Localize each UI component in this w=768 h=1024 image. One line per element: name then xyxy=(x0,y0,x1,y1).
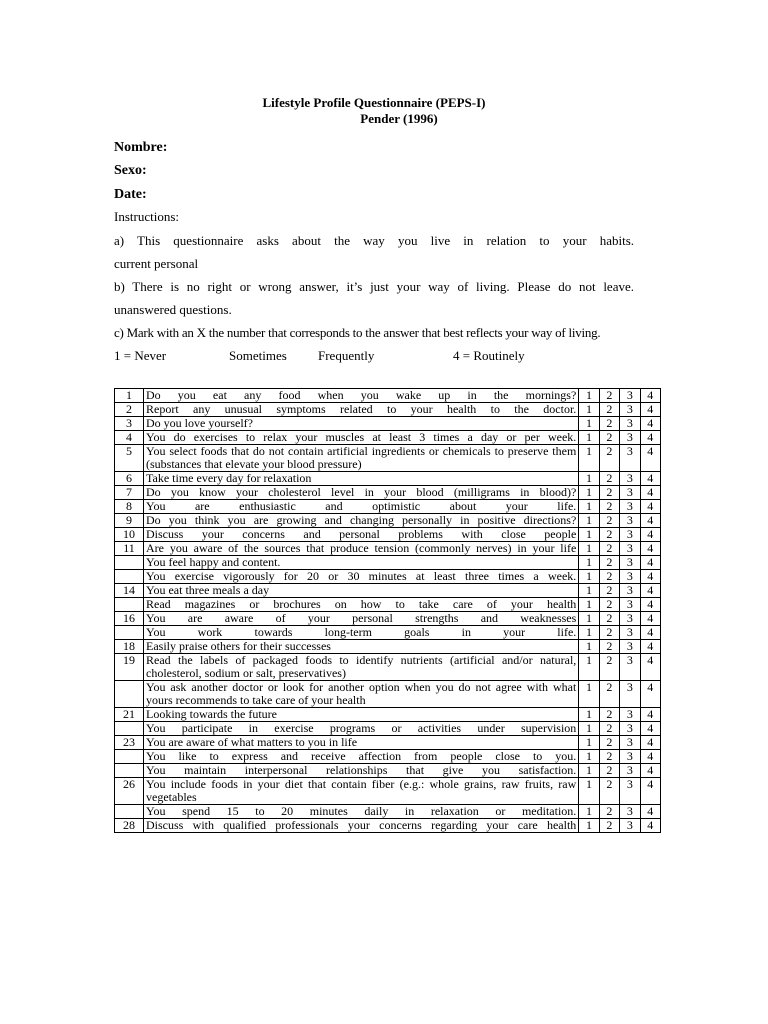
item-text: You do exercises to relax your muscles at least 3 times a day or per week. xyxy=(144,431,579,445)
item-text: Easily praise others for their successes xyxy=(144,640,579,654)
table-row xyxy=(115,640,661,654)
answer-option-4[interactable]: 4 xyxy=(640,528,660,542)
item-text: You feel happy and content. xyxy=(144,556,579,570)
answer-option-2[interactable]: 2 xyxy=(599,681,619,708)
item-number: 23 xyxy=(115,736,144,750)
answer-option-4[interactable]: 4 xyxy=(640,445,660,472)
answer-option-4[interactable]: 4 xyxy=(640,403,660,417)
table-row xyxy=(115,417,661,431)
answer-option-4[interactable]: 4 xyxy=(640,486,660,500)
answer-option-1[interactable]: 1 xyxy=(579,750,599,764)
answer-option-4[interactable]: 4 xyxy=(640,654,660,681)
item-text: Do you think you are growing and changing personally in positive directions? xyxy=(144,514,579,528)
answer-option-4[interactable]: 4 xyxy=(640,389,660,403)
item-number: 7 xyxy=(115,486,144,500)
answer-option-1[interactable]: 1 xyxy=(579,778,599,805)
item-number: 2 xyxy=(115,403,144,417)
item-text: You are aware of what matters to you in life xyxy=(144,736,579,750)
name-field-label: Nombre: xyxy=(114,140,168,155)
answer-option-4[interactable]: 4 xyxy=(640,542,660,556)
table-row xyxy=(115,556,661,570)
item-text: You exercise vigorously for 20 or 30 minutes at least three times a week. xyxy=(144,570,579,584)
answer-option-3[interactable]: 3 xyxy=(620,764,640,778)
answer-option-3[interactable]: 3 xyxy=(620,431,640,445)
item-number xyxy=(115,764,144,778)
answer-option-2[interactable]: 2 xyxy=(599,542,619,556)
table-row xyxy=(115,819,661,833)
item-text: You ask another doctor or look for another option when you do not agree with what yours recommends to take care of your health xyxy=(144,681,579,708)
answer-option-4[interactable]: 4 xyxy=(640,598,660,612)
item-number: 6 xyxy=(115,472,144,486)
answer-option-2[interactable]: 2 xyxy=(599,764,619,778)
table-row xyxy=(115,584,661,598)
table-row xyxy=(115,389,661,403)
answer-option-1[interactable]: 1 xyxy=(579,736,599,750)
item-text: Do you love yourself? xyxy=(144,417,579,431)
answer-option-1[interactable]: 1 xyxy=(579,722,599,736)
item-number: 19 xyxy=(115,654,144,681)
answer-option-4[interactable]: 4 xyxy=(640,722,660,736)
answer-option-2[interactable]: 2 xyxy=(599,514,619,528)
answer-option-2[interactable]: 2 xyxy=(599,640,619,654)
answer-option-1[interactable]: 1 xyxy=(579,626,599,640)
answer-option-3[interactable]: 3 xyxy=(620,681,640,708)
scale-sometimes: Sometimes xyxy=(229,348,287,363)
answer-option-4[interactable]: 4 xyxy=(640,626,660,640)
answer-option-3[interactable]: 3 xyxy=(620,514,640,528)
subtitle-line: Pender (1996) xyxy=(360,111,438,126)
table-row xyxy=(115,431,661,445)
table-row xyxy=(115,472,661,486)
answer-option-4[interactable]: 4 xyxy=(640,570,660,584)
answer-option-2[interactable]: 2 xyxy=(599,750,619,764)
answer-option-1[interactable]: 1 xyxy=(579,417,599,431)
answer-option-2[interactable]: 2 xyxy=(599,612,619,626)
table-row xyxy=(115,805,661,819)
answer-option-4[interactable]: 4 xyxy=(640,805,660,819)
answer-option-4[interactable]: 4 xyxy=(640,472,660,486)
answer-option-3[interactable]: 3 xyxy=(620,528,640,542)
answer-option-2[interactable]: 2 xyxy=(599,570,619,584)
table-row xyxy=(115,514,661,528)
table-row xyxy=(115,708,661,722)
table-row xyxy=(115,612,661,626)
answer-option-4[interactable]: 4 xyxy=(640,819,660,833)
answer-option-1[interactable]: 1 xyxy=(579,805,599,819)
answer-option-4[interactable]: 4 xyxy=(640,584,660,598)
item-text: Read magazines or brochures on how to take care of your health xyxy=(144,598,579,612)
questionnaire-table xyxy=(114,388,661,833)
date-field-label: Date: xyxy=(114,187,147,202)
answer-option-1[interactable]: 1 xyxy=(579,640,599,654)
item-number: 3 xyxy=(115,417,144,431)
answer-option-3[interactable]: 3 xyxy=(620,640,640,654)
item-number xyxy=(115,750,144,764)
answer-option-4[interactable]: 4 xyxy=(640,681,660,708)
table-row xyxy=(115,778,661,805)
answer-option-2[interactable]: 2 xyxy=(599,708,619,722)
table-row xyxy=(115,598,661,612)
item-text: You maintain interpersonal relationships that give you satisfaction. xyxy=(144,764,579,778)
answer-option-2[interactable]: 2 xyxy=(599,654,619,681)
answer-option-2[interactable]: 2 xyxy=(599,805,619,819)
table-row xyxy=(115,528,661,542)
instruction-c-line: c) Mark with an X the number that corresponds to the answer that best reflects your way of living. xyxy=(114,325,601,340)
answer-option-1[interactable]: 1 xyxy=(579,514,599,528)
item-text: Take time every day for relaxation xyxy=(144,472,579,486)
item-number: 16 xyxy=(115,612,144,626)
answer-option-4[interactable]: 4 xyxy=(640,778,660,805)
scale-never: 1 = Never xyxy=(114,348,167,363)
item-number: 10 xyxy=(115,528,144,542)
answer-option-2[interactable]: 2 xyxy=(599,500,619,514)
item-number: 4 xyxy=(115,431,144,445)
answer-option-2[interactable]: 2 xyxy=(599,778,619,805)
answer-option-3[interactable]: 3 xyxy=(620,542,640,556)
instruction-b-line1: b) There is no right or wrong answer, it’s just your way of living. Please do not leave. xyxy=(114,279,634,294)
item-number xyxy=(115,556,144,570)
answer-option-2[interactable]: 2 xyxy=(599,819,619,833)
item-text: You like to express and receive affection from people close to you. xyxy=(144,750,579,764)
answer-option-4[interactable]: 4 xyxy=(640,612,660,626)
answer-option-3[interactable]: 3 xyxy=(620,626,640,640)
item-number: 1 xyxy=(115,389,144,403)
answer-option-3[interactable]: 3 xyxy=(620,486,640,500)
table-row xyxy=(115,570,661,584)
item-number: 21 xyxy=(115,708,144,722)
answer-option-1[interactable]: 1 xyxy=(579,431,599,445)
table-row xyxy=(115,681,661,708)
answer-option-3[interactable]: 3 xyxy=(620,584,640,598)
answer-option-2[interactable]: 2 xyxy=(599,584,619,598)
item-number: 28 xyxy=(115,819,144,833)
table-row xyxy=(115,486,661,500)
item-number xyxy=(115,570,144,584)
answer-option-1[interactable]: 1 xyxy=(579,472,599,486)
answer-option-2[interactable]: 2 xyxy=(599,528,619,542)
item-number xyxy=(115,722,144,736)
item-text: You include foods in your diet that contain fiber (e.g.: whole grains, raw fruits, raw vegetables xyxy=(144,778,579,805)
instructions-heading: Instructions: xyxy=(114,209,179,224)
scale-routinely: 4 = Routinely xyxy=(453,348,525,363)
answer-option-1[interactable]: 1 xyxy=(579,598,599,612)
item-number: 14 xyxy=(115,584,144,598)
item-text: You work towards long-term goals in your life. xyxy=(144,626,579,640)
item-number xyxy=(115,805,144,819)
answer-option-4[interactable]: 4 xyxy=(640,500,660,514)
answer-option-3[interactable]: 3 xyxy=(620,819,640,833)
item-text: Looking towards the future xyxy=(144,708,579,722)
answer-option-2[interactable]: 2 xyxy=(599,445,619,472)
answer-option-3[interactable]: 3 xyxy=(620,403,640,417)
instruction-b-line2: unanswered questions. xyxy=(114,302,232,317)
item-number xyxy=(115,598,144,612)
answer-option-3[interactable]: 3 xyxy=(620,736,640,750)
answer-option-1[interactable]: 1 xyxy=(579,542,599,556)
answer-option-1[interactable]: 1 xyxy=(579,584,599,598)
item-text: You eat three meals a day xyxy=(144,584,579,598)
answer-option-3[interactable]: 3 xyxy=(620,805,640,819)
table-row xyxy=(115,654,661,681)
answer-option-3[interactable]: 3 xyxy=(620,708,640,722)
item-text: Discuss your concerns and personal problems with close people xyxy=(144,528,579,542)
table-row xyxy=(115,445,661,472)
answer-option-1[interactable]: 1 xyxy=(579,528,599,542)
answer-option-3[interactable]: 3 xyxy=(620,417,640,431)
item-text: Are you aware of the sources that produce tension (commonly nerves) in your life xyxy=(144,542,579,556)
item-text: You select foods that do not contain artificial ingredients or chemicals to preserve them (substances that elevate your blood pressure) xyxy=(144,445,579,472)
answer-option-1[interactable]: 1 xyxy=(579,612,599,626)
answer-option-1[interactable]: 1 xyxy=(579,654,599,681)
answer-option-3[interactable]: 3 xyxy=(620,722,640,736)
answer-option-1[interactable]: 1 xyxy=(579,570,599,584)
instruction-a-line2: current personal xyxy=(114,256,199,271)
item-number: 11 xyxy=(115,542,144,556)
item-text: You are aware of your personal strengths and weaknesses xyxy=(144,612,579,626)
answer-option-4[interactable]: 4 xyxy=(640,750,660,764)
answer-option-3[interactable]: 3 xyxy=(620,472,640,486)
answer-option-2[interactable]: 2 xyxy=(599,389,619,403)
answer-option-3[interactable]: 3 xyxy=(620,598,640,612)
answer-option-4[interactable]: 4 xyxy=(640,556,660,570)
item-number xyxy=(115,681,144,708)
scale-frequently: Frequently xyxy=(318,348,375,363)
answer-option-1[interactable]: 1 xyxy=(579,681,599,708)
item-number: 9 xyxy=(115,514,144,528)
item-text: Discuss with qualified professionals your concerns regarding your care health xyxy=(144,819,579,833)
item-text: Report any unusual symptoms related to your health to the doctor. xyxy=(144,403,579,417)
item-number xyxy=(115,626,144,640)
answer-option-1[interactable]: 1 xyxy=(579,403,599,417)
answer-option-3[interactable]: 3 xyxy=(620,500,640,514)
answer-option-3[interactable]: 3 xyxy=(620,389,640,403)
document-title xyxy=(0,95,768,127)
item-text: You spend 15 to 20 minutes daily in relaxation or meditation. xyxy=(144,805,579,819)
answer-option-4[interactable]: 4 xyxy=(640,708,660,722)
answer-option-1[interactable]: 1 xyxy=(579,445,599,472)
answer-option-4[interactable]: 4 xyxy=(640,417,660,431)
item-text: You are enthusiastic and optimistic about your life. xyxy=(144,500,579,514)
table-row xyxy=(115,736,661,750)
answer-option-3[interactable]: 3 xyxy=(620,445,640,472)
answer-option-1[interactable]: 1 xyxy=(579,556,599,570)
answer-option-1[interactable]: 1 xyxy=(579,764,599,778)
answer-option-4[interactable]: 4 xyxy=(640,514,660,528)
answer-option-3[interactable]: 3 xyxy=(620,654,640,681)
answer-option-2[interactable]: 2 xyxy=(599,486,619,500)
table-row xyxy=(115,750,661,764)
item-text: Read the labels of packaged foods to identify nutrients (artificial and/or natural, cholesterol, sodium or salt, preservatives) xyxy=(144,654,579,681)
sex-field-label: Sexo: xyxy=(114,163,147,178)
item-text: You participate in exercise programs or activities under supervision xyxy=(144,722,579,736)
table-row xyxy=(115,542,661,556)
answer-option-1[interactable]: 1 xyxy=(579,486,599,500)
answer-option-2[interactable]: 2 xyxy=(599,736,619,750)
answer-option-1[interactable]: 1 xyxy=(579,708,599,722)
table-row xyxy=(115,403,661,417)
title-line: Lifestyle Profile Questionnaire (PEPS-I) xyxy=(262,95,486,110)
answer-scale xyxy=(114,348,634,364)
table-row xyxy=(115,500,661,514)
answer-option-2[interactable]: 2 xyxy=(599,403,619,417)
answer-option-3[interactable]: 3 xyxy=(620,556,640,570)
item-number: 8 xyxy=(115,500,144,514)
table-row xyxy=(115,626,661,640)
table-row xyxy=(115,764,661,778)
answer-option-3[interactable]: 3 xyxy=(620,570,640,584)
answer-option-2[interactable]: 2 xyxy=(599,431,619,445)
answer-option-4[interactable]: 4 xyxy=(640,431,660,445)
instruction-a-line1: a) This questionnaire asks about the way you live in relation to your habits. xyxy=(114,233,634,248)
answer-option-4[interactable]: 4 xyxy=(640,764,660,778)
answer-option-3[interactable]: 3 xyxy=(620,612,640,626)
answer-option-1[interactable]: 1 xyxy=(579,389,599,403)
item-text: Do you eat any food when you wake up in the mornings? xyxy=(144,389,579,403)
answer-option-2[interactable]: 2 xyxy=(599,722,619,736)
item-number: 26 xyxy=(115,778,144,805)
answer-option-2[interactable]: 2 xyxy=(599,472,619,486)
answer-option-4[interactable]: 4 xyxy=(640,736,660,750)
answer-option-2[interactable]: 2 xyxy=(599,598,619,612)
answer-option-2[interactable]: 2 xyxy=(599,626,619,640)
answer-option-2[interactable]: 2 xyxy=(599,417,619,431)
table-row xyxy=(115,722,661,736)
answer-option-1[interactable]: 1 xyxy=(579,819,599,833)
answer-option-2[interactable]: 2 xyxy=(599,556,619,570)
answer-option-4[interactable]: 4 xyxy=(640,640,660,654)
item-number: 18 xyxy=(115,640,144,654)
answer-option-3[interactable]: 3 xyxy=(620,750,640,764)
item-number: 5 xyxy=(115,445,144,472)
answer-option-3[interactable]: 3 xyxy=(620,778,640,805)
answer-option-1[interactable]: 1 xyxy=(579,500,599,514)
item-text: Do you know your cholesterol level in your blood (milligrams in blood)? xyxy=(144,486,579,500)
